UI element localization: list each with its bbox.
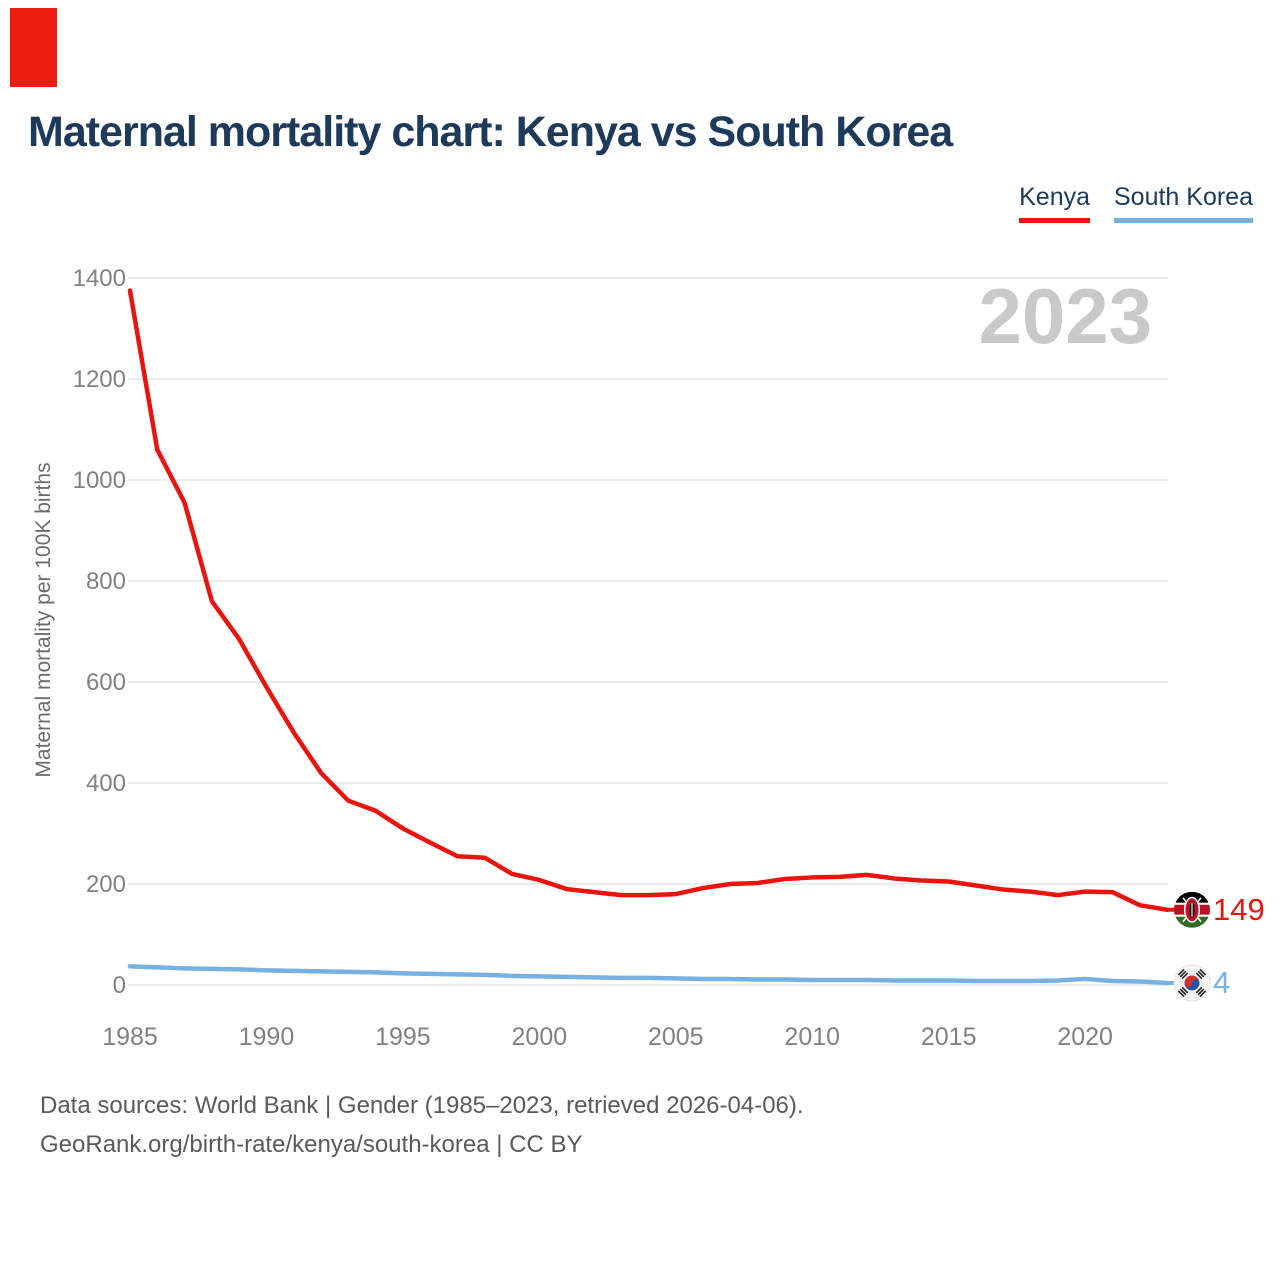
x-tick-label: 2005 — [647, 1023, 704, 1051]
x-tick-label: 2015 — [920, 1023, 977, 1051]
footer-attribution-line: GeoRank.org/birth-rate/kenya/south-korea | CC BY — [40, 1131, 583, 1158]
x-tick-label: 1995 — [375, 1023, 431, 1051]
y-axis-title: Maternal mortality per 100K births — [32, 462, 55, 778]
y-tick-label: 200 — [85, 871, 126, 898]
footer-sources-line: Data sources: World Bank | Gender (1985–2023, retrieved 2026-04-06). — [40, 1092, 804, 1119]
footer — [40, 1086, 804, 1164]
page-title: Maternal mortality chart: Kenya vs South Korea — [28, 108, 953, 156]
legend-label-kenya: Kenya — [1019, 183, 1090, 211]
y-tick-label: 400 — [85, 770, 126, 797]
y-tick-label: 800 — [85, 568, 126, 595]
kenya-end-value: 149 — [1213, 891, 1265, 927]
south-korea-flag-icon — [1174, 965, 1210, 1001]
kenya-flag-icon — [1174, 892, 1210, 928]
kenya-line — [130, 291, 1167, 910]
x-tick-label: 2010 — [784, 1023, 841, 1051]
south-korea-line — [130, 966, 1167, 983]
x-tick-label: 2020 — [1057, 1023, 1113, 1051]
y-tick-label: 1400 — [72, 265, 126, 292]
y-tick-label: 0 — [112, 972, 126, 999]
south-korea-end-value: 4 — [1213, 964, 1231, 1000]
legend-label-south-korea: South Korea — [1114, 183, 1253, 211]
y-tick-label: 1200 — [72, 366, 126, 393]
x-tick-label: 1990 — [238, 1023, 295, 1051]
y-tick-label: 600 — [85, 669, 126, 696]
y-tick-label: 1000 — [72, 467, 126, 494]
watermark-year: 2023 — [978, 272, 1152, 360]
x-tick-label: 2000 — [511, 1023, 568, 1051]
x-tick-label: 1985 — [102, 1023, 158, 1051]
